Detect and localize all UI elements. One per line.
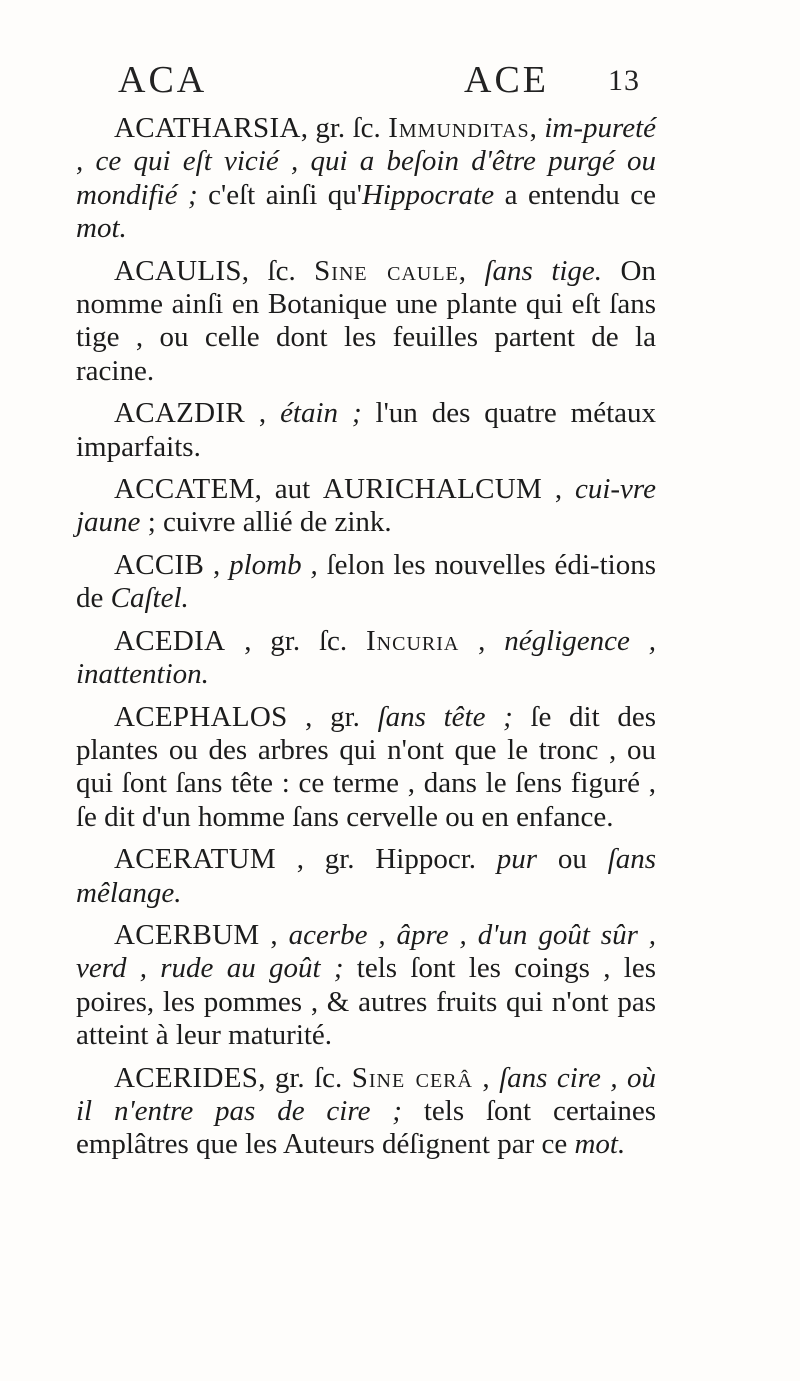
entry-text: ou	[537, 843, 608, 876]
entry-text: , aut	[254, 473, 323, 506]
translation: im-pureté , ce qui eſt vicié , qui a beſoin d'être purgé ou mondifié ;	[76, 112, 656, 211]
page-number: 13	[608, 64, 640, 97]
entry-text: , gr. Hippocr.	[275, 843, 497, 876]
headword: ACATHARSIA	[114, 112, 301, 144]
entry-text: tels ſont les coings , les poires, les pommes , & autres fruits qui n'ont pas atteint à leur maturité.	[76, 952, 657, 1052]
translation: pur	[496, 843, 538, 876]
entry-text: ,	[204, 548, 230, 581]
latin-gloss: Immunditas	[388, 112, 530, 144]
entry-accib	[76, 549, 656, 616]
headword: AURICHALCUM	[322, 473, 543, 506]
headword: ACCATEM	[114, 473, 255, 506]
entry-acerbum	[76, 919, 656, 1053]
entry-text: ; cuivre allié de zink.	[140, 506, 392, 539]
author-name: Hippocrate	[361, 178, 495, 211]
headword: ACEDIA	[114, 624, 226, 657]
entry-text: ſe dit des plantes ou des arbres qui n'ont que le tronc , ou qui ſont ſans tête : ce terme , dans le ſens figuré , ſe dit d'un homme ſans cervelle ou en enfance.	[76, 700, 656, 833]
translation: mot.	[76, 212, 127, 245]
entry-text: ,	[542, 473, 575, 506]
entry-text: ,	[472, 1061, 500, 1094]
translation: cui-vre jaune	[76, 473, 656, 539]
entry-text: ,	[529, 112, 545, 144]
translation: ſans cire , où il n'entre pas de cire ;	[76, 1061, 656, 1127]
headword: ACAZDIR	[114, 397, 245, 430]
entry-accatem	[76, 473, 656, 540]
translation: ſans tête ;	[377, 700, 513, 733]
translation: acerbe , âpre , d'un goût sûr , verd , rude au goût ;	[76, 918, 657, 985]
headword: ACEPHALOS	[114, 700, 288, 733]
latin-gloss: Sine cerâ	[351, 1061, 473, 1094]
entry-text: ,	[259, 918, 289, 951]
translation: ſans mêlange.	[76, 843, 656, 909]
entry-text: , ſc.	[241, 254, 315, 287]
translation: mot.	[574, 1128, 626, 1161]
translation: ſans tige.	[484, 254, 603, 287]
entry-text: a entendu ce	[494, 178, 656, 211]
entry-text: tels ſont certaines emplâtres que les Auteurs déſignent par ce	[76, 1094, 656, 1161]
headword: ACERATUM	[114, 843, 276, 876]
headword: ACAULIS	[114, 254, 242, 287]
entry-text: ſelon les nouvelles édi-tions de	[76, 548, 656, 615]
entry-acephalos	[76, 701, 656, 835]
entry-text: ,	[458, 254, 485, 287]
entry-text: ,	[245, 397, 281, 430]
entry-aceratum	[76, 843, 656, 910]
latin-gloss: Incuria	[366, 624, 460, 657]
translation: plomb ,	[229, 548, 318, 581]
entry-text: On nomme ainſi en Botanique une plante qui eſt ſans tige , ou celle dont les feuilles partent de la racine.	[76, 254, 656, 387]
entry-text: , gr. ſc.	[225, 624, 366, 657]
translation: étain ;	[280, 397, 362, 430]
entry-text: , gr.	[287, 700, 378, 733]
header-right: ACE	[464, 59, 549, 101]
entry-acazdir	[76, 397, 656, 464]
running-header	[0, 58, 800, 108]
entry-text: , gr. ſc.	[300, 112, 389, 144]
entry-acerides	[76, 1062, 656, 1162]
entries-column	[76, 112, 656, 1171]
entry-text: l'un des quatre métaux imparfaits.	[76, 397, 656, 463]
entry-text: , gr. ſc.	[258, 1061, 352, 1094]
headword: ACERBUM	[114, 918, 260, 951]
headword: ACCIB	[114, 548, 205, 581]
entry-text: ,	[459, 624, 505, 657]
translation: négligence , inattention.	[76, 624, 657, 691]
entry-text: c'eſt ainſi qu'	[197, 178, 362, 211]
headword: ACERIDES	[114, 1061, 259, 1094]
latin-gloss: Sine caule	[314, 254, 459, 287]
author-name: Caſtel.	[110, 582, 189, 615]
entry-acaulis	[76, 255, 656, 389]
entry-acedia	[76, 625, 656, 692]
header-left: ACA	[118, 59, 208, 101]
entry-acatharsia	[76, 112, 656, 246]
